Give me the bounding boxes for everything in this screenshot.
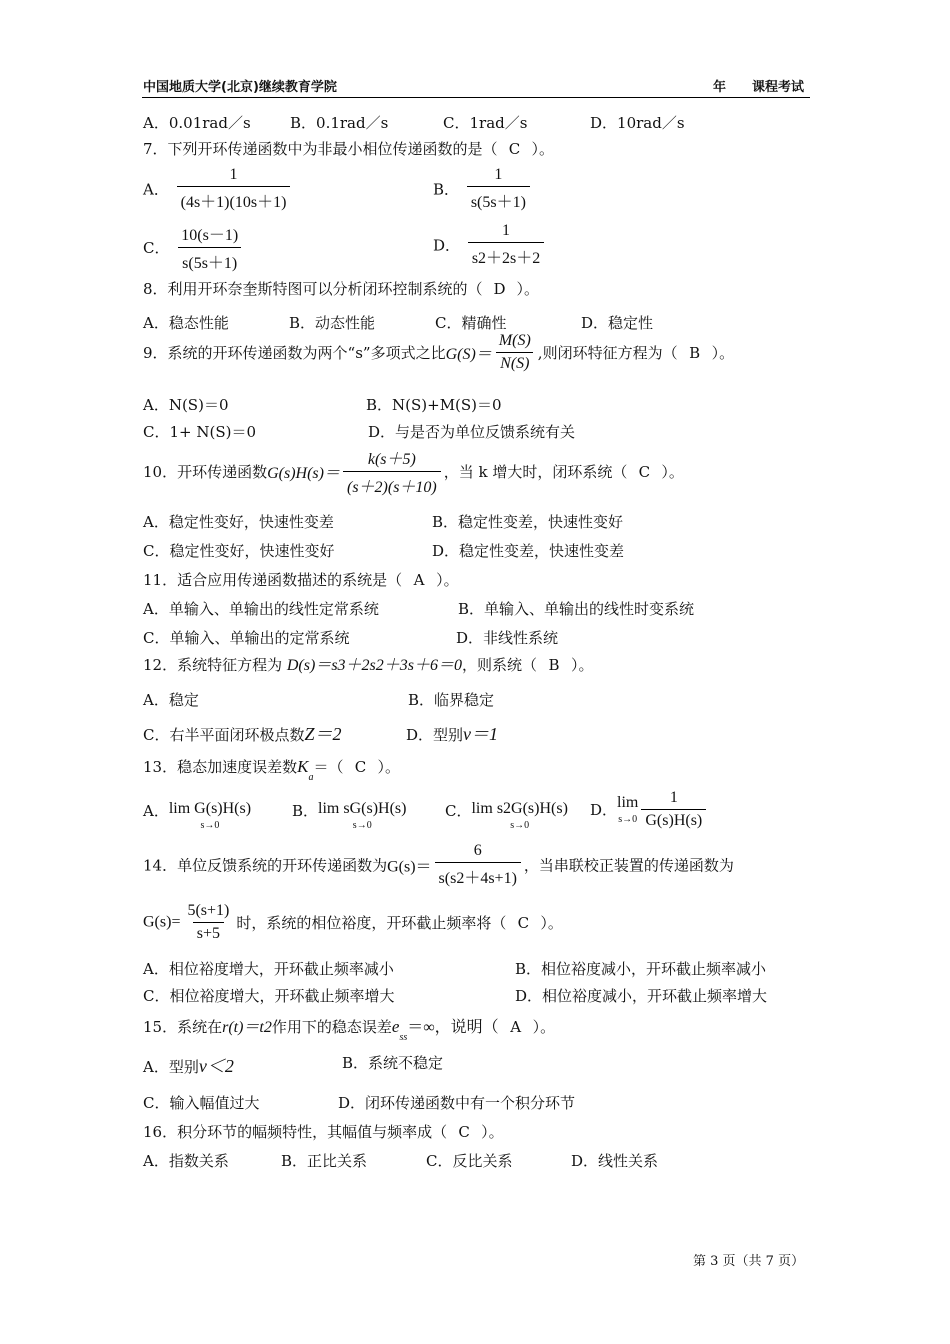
q13-stem: 13．稳态加速度误差数$K_a=$（ C ）。 — [143, 757, 400, 783]
q7-option-b: B． $\frac{1}{s(5s+1)}$ — [433, 166, 533, 212]
q14-option-d: D．相位裕度减小，开环截止频率增大 — [515, 987, 768, 1005]
q14-option-b: B．相位裕度减小，开环截止频率减小 — [515, 960, 767, 978]
q11-option-c: C．单输入、单输出的定常系统 — [143, 629, 350, 647]
q11-option-b: B．单输入、单输出的线性时变系统 — [458, 600, 695, 618]
header-exam: 课程考试 — [752, 80, 805, 95]
q14-answer: C — [517, 913, 530, 932]
q9-answer: B — [689, 343, 701, 362]
q13-option-b: B． lim sG(s)H(s) s→0 — [292, 800, 407, 831]
q13-option-d: D． lim s→0 $\frac{1}{G(s)H(s)}$ — [590, 789, 709, 830]
q9-option-a: A．N(S)＝0 — [143, 396, 229, 414]
q9-option-d: D．与是否为单位反馈系统有关 — [368, 423, 576, 441]
q10-option-b: B．稳定性变差，快速性变好 — [432, 513, 624, 531]
q12-option-b: B．临界稳定 — [408, 691, 495, 709]
q13-option-a: A． lim G(s)H(s) s→0 — [143, 800, 252, 831]
q12-stem: 12．系统特征方程为 D(s)＝s3＋2s2＋3s＋6＝0，则系统（ B ）。 — [143, 656, 594, 674]
q16-answer: C — [458, 1123, 470, 1141]
q15-option-d: D．闭环传递函数中有一个积分环节 — [338, 1094, 576, 1112]
q8-option-a: A．稳态性能 — [143, 314, 229, 332]
q8-option-d: D．稳定性 — [581, 314, 654, 332]
q15-option-b: B．系统不稳定 — [342, 1054, 444, 1072]
q12-answer: B — [548, 656, 560, 674]
q10-option-d: D．稳定性变差，快速性变差 — [432, 542, 625, 560]
q10-stem: 10．开环传递函数G(s)H(s)＝ $\frac{k(s+5)}{(s+2)(s+10)}$ ，当 k 增大时，闭环系统（ C ）。 — [143, 451, 684, 496]
header-rule — [142, 97, 810, 98]
q11-stem: 11．适合应用传递函数描述的系统是（ A ）。 — [143, 571, 459, 589]
q12-option-c: C．右半平面闭环极点数Z＝2 — [143, 724, 342, 744]
q15-option-a: A．型别v＜2 — [143, 1056, 234, 1076]
q15-stem: 15．系统在r(t)＝t2作用下的稳态误差$e_{ss}=\infty$，说明（ A ）。 — [143, 1017, 556, 1043]
q12-option-d: D．型别v＝1 — [406, 724, 499, 744]
q6-option-d: D．10rad／s — [590, 114, 685, 132]
q13-option-c: C． lim s2G(s)H(s) s→0 — [445, 800, 568, 831]
q9-option-c: C．1+ N(S)＝0 — [143, 423, 257, 441]
q12-option-a: A．稳定 — [143, 691, 199, 709]
q16-option-c: C．反比关系 — [426, 1152, 513, 1170]
q11-option-d: D．非线性系统 — [456, 629, 559, 647]
q13-answer: C — [354, 758, 367, 776]
q7-stem: 7．下列开环传递函数中为非最小相位传递函数的是（ C ）。 — [143, 140, 555, 158]
q10-option-a: A．稳定性变好，快速性变差 — [143, 513, 334, 531]
q14-stem-cont: G(s)= $\frac{5(s+1)}{s+5}$ 时，系统的相位裕度，开环截止频率将（ C ）。 — [143, 902, 563, 942]
q15-option-c: C．输入幅值过大 — [143, 1094, 260, 1112]
q10-answer: C — [638, 462, 651, 481]
q14-stem: 14．单位反馈系统的开环传递函数为G(s)＝ $\frac{6}{s(s2+4s+1)}$ ，当串联校正装置的传递函数为 — [143, 842, 734, 887]
q16-option-b: B．正比关系 — [281, 1152, 368, 1170]
q16-stem: 16．积分环节的幅频特性，其幅值与频率成（ C ）。 — [143, 1123, 504, 1141]
q9-option-b: B．N(S)+M(S)＝0 — [366, 396, 502, 414]
q8-answer: D — [493, 280, 506, 298]
header-institution: 中国地质大学(北京)继续教育学院 — [143, 80, 337, 95]
q12-equation: D(s)＝s3＋2s2＋3s＋6＝0 — [286, 657, 462, 674]
q16-option-a: A．指数关系 — [143, 1152, 229, 1170]
q7-option-d: D． $\frac{1}{s2+2s+2}$ — [433, 222, 547, 268]
header-year: 年 — [713, 80, 727, 95]
q6-option-b: B．0.1rad／s — [290, 114, 389, 132]
q10-option-c: C．稳定性变好，快速性变好 — [143, 542, 335, 560]
q7-option-a: A． $\frac{1}{(4s+1)(10s+1)}$ — [143, 166, 293, 212]
q14-option-c: C．相位裕度增大，开环截止频率增大 — [143, 987, 395, 1005]
q8-option-c: C．精确性 — [435, 314, 507, 332]
q6-option-c: C．1rad／s — [443, 114, 528, 132]
q16-option-d: D．线性关系 — [571, 1152, 659, 1170]
q7-answer: C — [508, 140, 521, 158]
page-number: 第 3 页（共 7 页） — [693, 1254, 805, 1269]
q8-option-b: B．动态性能 — [289, 314, 376, 332]
q8-stem: 8．利用开环奈奎斯特图可以分析闭环控制系统的（ D ）。 — [143, 280, 540, 298]
q15-answer: A — [510, 1018, 522, 1036]
q9-stem: 9．系统的开环传递函数为两个“s”多项式之比G(S)＝ $\frac{M(S)}{N(S)}$ ,则闭环特征方程为（ B ）。 — [143, 332, 735, 372]
q11-answer: A — [413, 571, 425, 589]
q7-option-c: C． $\frac{10(s-1)}{s(5s+1)}$ — [143, 222, 245, 273]
q11-option-a: A．单输入、单输出的线性定常系统 — [143, 600, 379, 618]
q14-option-a: A．相位裕度增大，开环截止频率减小 — [143, 960, 394, 978]
q6-option-a: A．0.01rad／s — [143, 114, 251, 132]
